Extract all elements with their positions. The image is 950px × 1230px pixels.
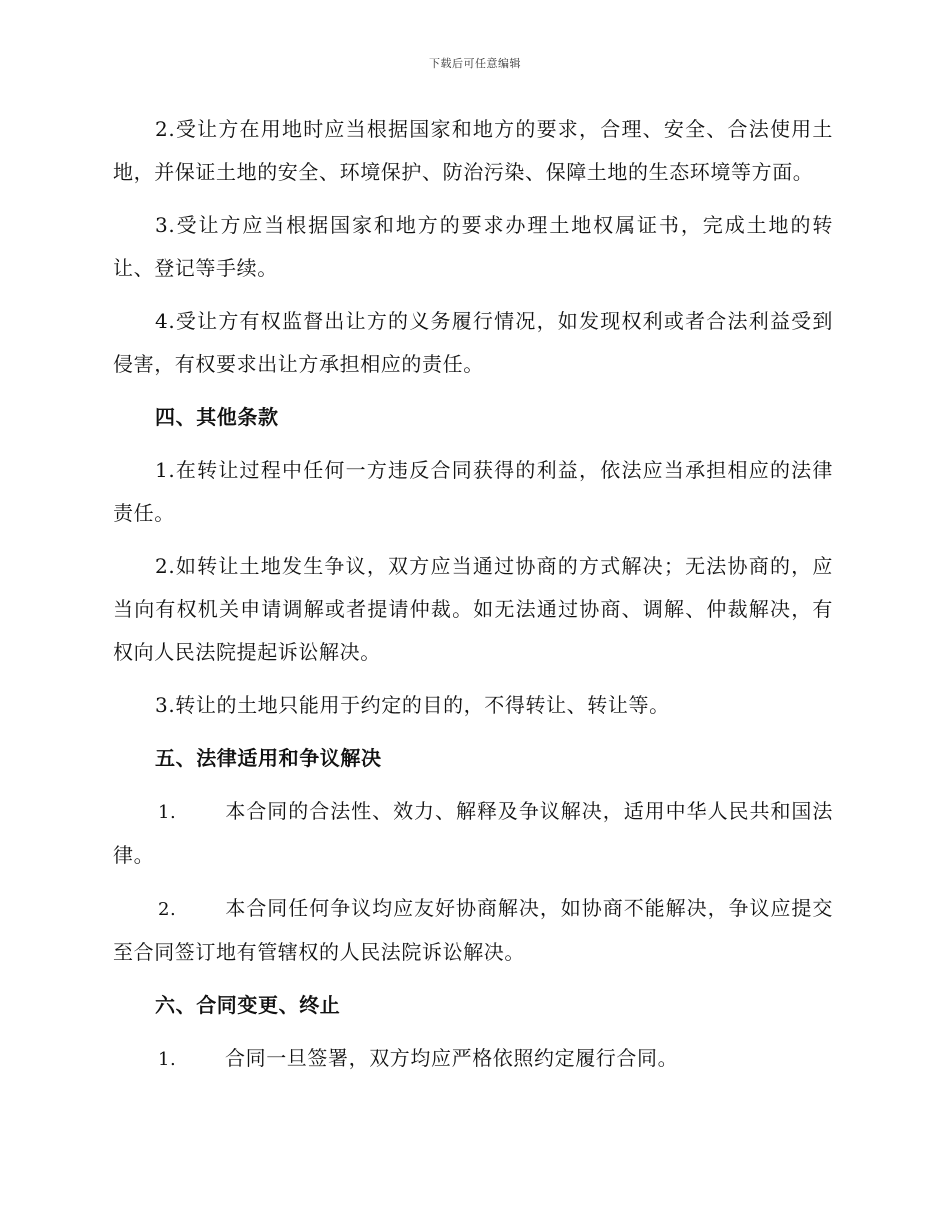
paragraph-5-2 xyxy=(113,887,833,974)
item-number: 1. xyxy=(158,802,177,823)
paragraph-4-1: 1.在转让过程中任何一方违反合同获得的利益，依法应当承担相应的法律责任。 xyxy=(113,458,833,525)
item-text: 合同一旦签署，双方均应严格依照约定履行合同。 xyxy=(225,1046,679,1070)
item-text: 本合同的合法性、效力、解释及争议解决，适用中华人民共和国法律。 xyxy=(113,799,833,867)
page-header: 下载后可任意编辑 xyxy=(429,57,521,70)
item-text: 本合同任何争议均应友好协商解决，如协商不能解决，争议应提交至合同签订地有管辖权的人民法院诉讼解决。 xyxy=(113,896,833,964)
document-body xyxy=(113,108,833,1091)
paragraph-4-2: 2.如转让土地发生争议，双方应当通过协商的方式解决；无法协商的，应当向有权机关申请调解或者提请仲裁。如无法通过协商、调解、仲裁解决，有权向人民法院提起诉讼解决。 xyxy=(113,554,833,664)
item-number: 1. xyxy=(158,1049,177,1070)
section-heading-4: 四、其他条款 xyxy=(155,405,279,429)
paragraph-3-3: 3.受让方应当根据国家和地方的要求办理土地权属证书，完成土地的转让、登记等手续。 xyxy=(113,213,833,280)
paragraph-4-3: 3.转让的土地只能用于约定的目的，不得转让、转让等。 xyxy=(155,693,670,717)
paragraph-3-4: 4.受让方有权监督出让方的义务履行情况，如发现权利或者合法利益受到侵害，有权要求出让方承担相应的责任。 xyxy=(113,309,833,376)
paragraph-5-1 xyxy=(113,790,833,877)
item-number: 2. xyxy=(158,899,177,920)
paragraph-6-1 xyxy=(113,1037,833,1081)
section-heading-5: 五、法律适用和争议解决 xyxy=(155,746,382,770)
paragraph-3-2: 2.受让方在用地时应当根据国家和地方的要求，合理、安全、合法使用土地，并保证土地的安全、环境保护、防治污染、保障土地的生态环境等方面。 xyxy=(113,117,833,184)
section-heading-6: 六、合同变更、终止 xyxy=(155,993,341,1017)
